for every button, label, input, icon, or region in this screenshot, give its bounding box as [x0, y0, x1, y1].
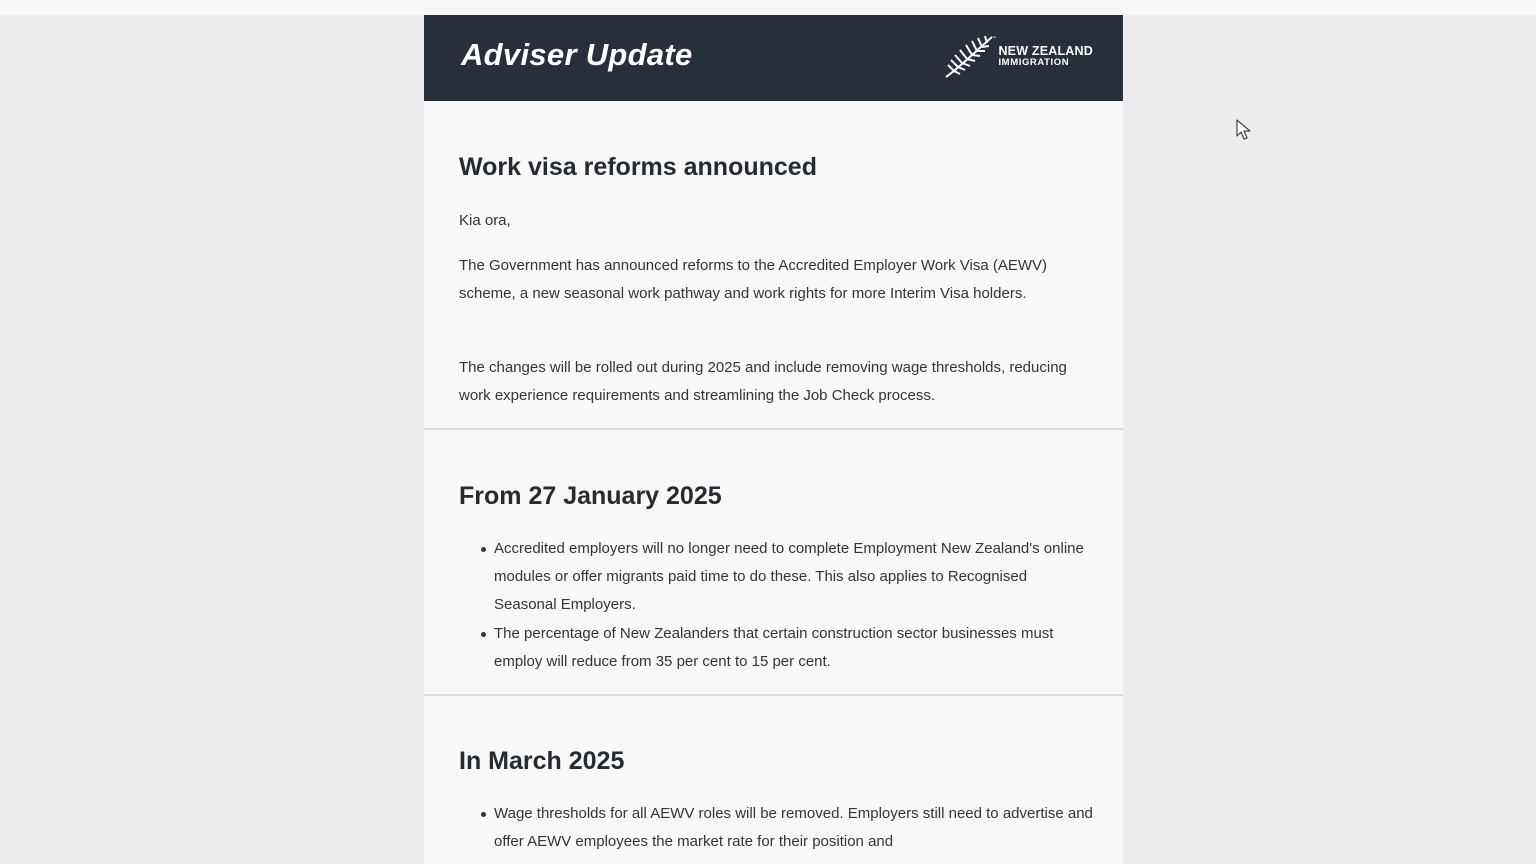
email-newsletter — [424, 15, 1123, 864]
logo-text — [998, 45, 1093, 69]
list-item: Accredited employers will no longer need to complete Employment New Zealand's online modules or offer migrants paid time to do these. This also applies to Recognised Seasonal Employers. — [459, 535, 1093, 619]
section-heading: From 27 January 2025 — [459, 482, 722, 510]
section-march-2025 — [424, 696, 1123, 864]
mouse-pointer-icon — [1236, 119, 1252, 141]
bullet-list — [459, 535, 1093, 677]
intro-paragraph: The Government has announced reforms to the Accredited Employer Work Visa (AEWV) scheme, a new seasonal work pathway and work rights for more Interim Visa holders. — [459, 257, 1048, 302]
silver-fern-icon — [942, 33, 996, 81]
svg-text:™: ™ — [992, 35, 997, 40]
changes-paragraph: The changes will be rolled out during 2025 and include removing wage thresholds, reducing work experience requirements and streamlining the Job Check process. — [459, 359, 1067, 404]
section-january-2025 — [424, 430, 1123, 696]
logo-line-2: IMMIGRATION — [998, 57, 1070, 68]
newsletter-header — [424, 15, 1123, 101]
list-item: The percentage of New Zealanders that certain construction sector businesses must employ will reduce from 35 per cent to 15 per cent. — [459, 620, 1093, 676]
newsletter-title: Adviser Update — [461, 37, 693, 72]
browser-top-strip — [0, 0, 1536, 15]
greeting-text: Kia ora, — [459, 212, 511, 229]
nz-immigration-logo[interactable] — [942, 33, 1093, 81]
list-item: Wage thresholds for all AEWV roles will be removed. Employers still need to advertise and offer AEWV employees the market rate for their position and — [459, 800, 1093, 856]
section-reforms-announced — [424, 101, 1123, 430]
logo-line-1: NEW ZEALAND — [998, 44, 1093, 58]
section-heading: Work visa reforms announced — [459, 153, 817, 181]
bullet-list — [459, 800, 1093, 857]
section-heading: In March 2025 — [459, 747, 625, 775]
